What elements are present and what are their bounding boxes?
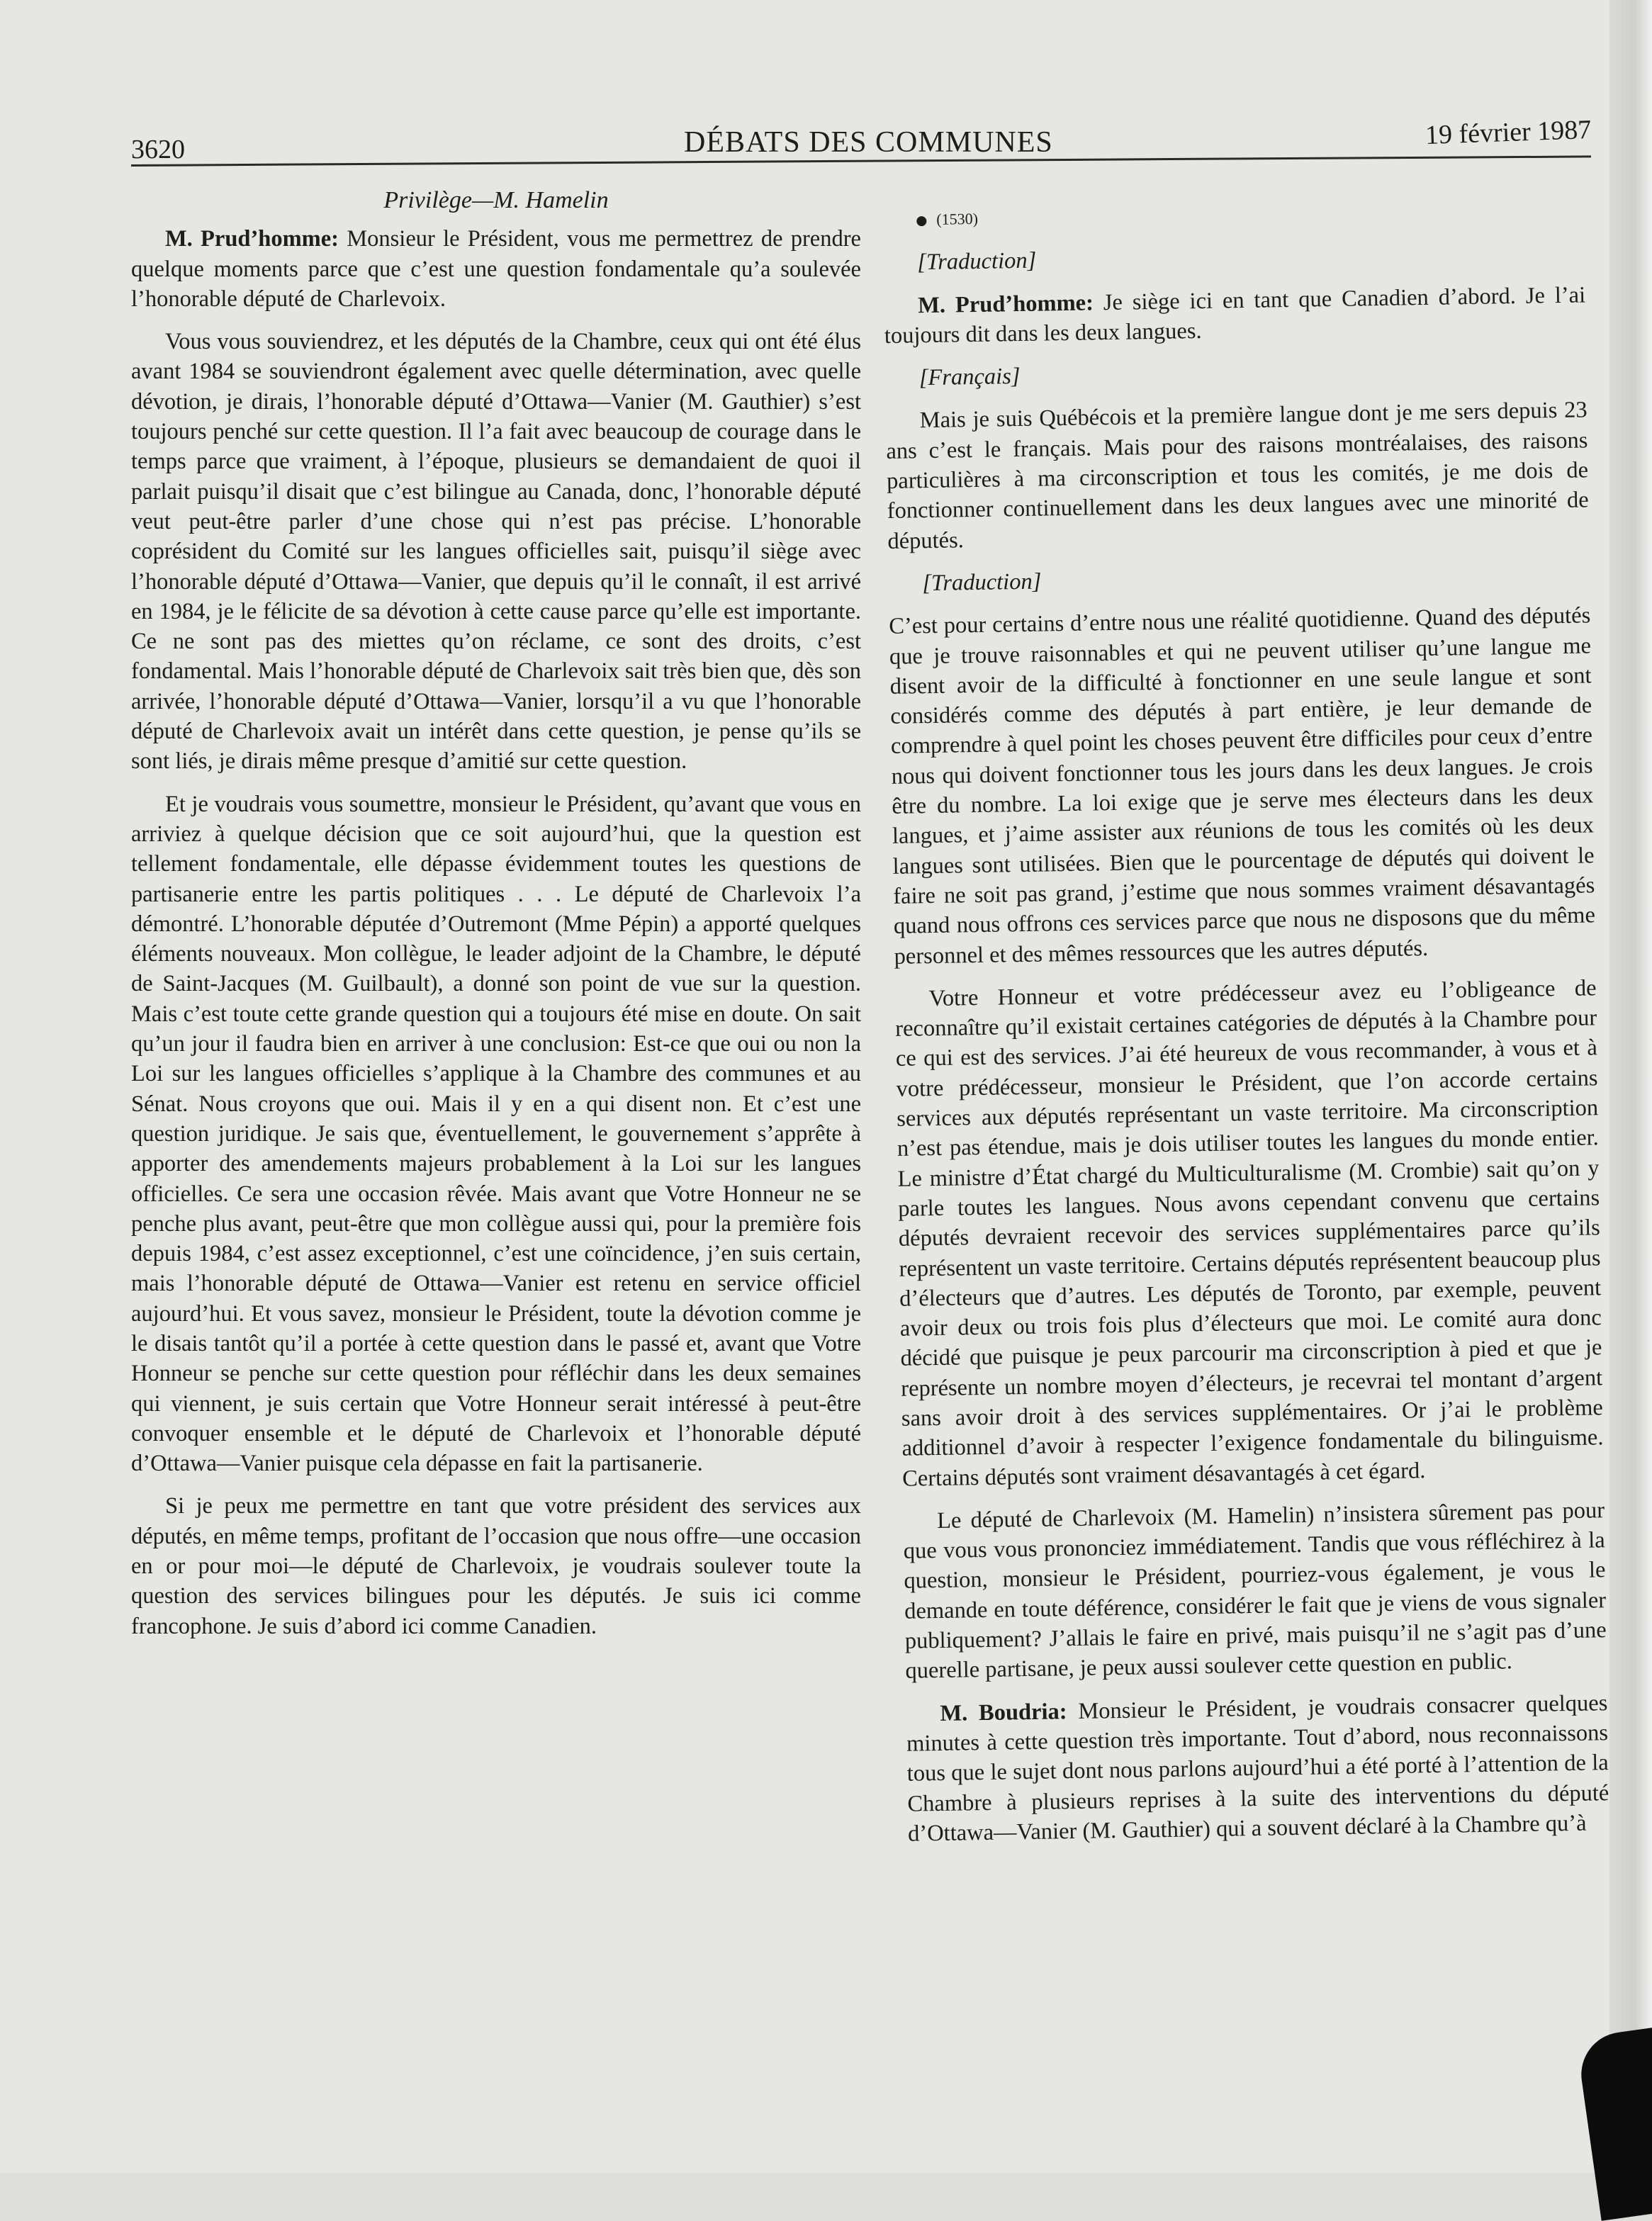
paragraph-text: Monsieur le Président, je voudrais consacrer quelques minutes à cette question très importante. Tout d’abord, nous reconnaissons tous que le sujet dont nous parlons aujourd’hui a été porté à l’attention de la Chambre à plusieurs reprises à la suite des interventions du député d’Ottawa—Vanier (M. Gauthier) qui a souvent déclaré à la Chambre qu’à <box>906 1689 1609 1847</box>
page-edge <box>1609 0 1652 2173</box>
time-marker-text: (1530) <box>936 209 979 228</box>
paragraph: C’est pour certains d’entre nous une réalité quotidienne. Quand des députés que je trouve raisonnables et qui ne peuvent utiliser qu’une langue me disent avoir de la difficulté à fonctionner en une seule langue et sont considérés comme des députés à part entière, je leur demande de comprendre à quel point les choses peuvent être difficiles pour ceux d’entre nous qui doivent fonctionner tous les jours dans les deux langues. Je crois être du nombre. La loi exige que je serve mes électeurs dans les deux langues, et j’aime assister aux réunions de tous les comités où les deux langues sont utilisées. Bien que le pourcentage de députés qui doivent le faire ne soit pas grand, j’estime que nous sommes vraiment désavantagés quand nous offrons ces services parce que nous ne disposons que du même personnel et des mêmes ressources que les autres députés. <box>889 602 1596 969</box>
paragraph: Si je peux me permettre en tant que votre président des services aux députés, en même temps, profitant de l’occasion que nous offre—une occasion en or pour moi—le député de Charlevoix, je voudrais soulever toute la question des services bilingues pour les députés. Je suis ici comme francophone. Je suis d’abord ici comme Canadien. <box>131 1493 861 1639</box>
paragraph: Votre Honneur et votre prédécesseur avez eu l’obligeance de reconnaître qu’il existait certaines catégories de députés à la Chambre pour ce qui est des services. J’ai été heureux de vous recommander, à vous et à votre prédécesseur, monsieur le Président, que l’on accorde certains services aux députés représentant un vaste territoire. Ma circonscription n’est pas étendue, mais je dois utiliser toutes les langues du monde entier. Le ministre d’État chargé du Multiculturalisme (M. Crombie) sait qu’on y parle toutes les langues. Nous avons cependant convenu que certains députés devraient recevoir des services supplémentaires parce qu’ils représentent un vaste territoire. Certains députés représentent beaucoup plus d’électeurs que d’autres. Les députés de Toronto, par exemple, peuvent avoir deux ou trois fois plus d’électeurs que moi. Le comité aura donc décidé que puisque je peux parcourir ma circonscription à pied et que je représente un nombre moyen d’électeurs, je recevrai tel montant d’argent sans avoir droit à des services supplémentaires. Or j’ai le problème additionnel d’avoir à respecter l’exigence fondamentale du bilinguisme. Certains députés sont vraiment désavantagés à cet égard. <box>894 975 1604 1492</box>
publication-title: DÉBATS DES COMMUNES <box>684 126 1053 159</box>
page-number: 3620 <box>131 135 185 164</box>
left-column <box>131 186 861 1654</box>
paragraph: Le député de Charlevoix (M. Hamelin) n’insistera sûrement pas pour que vous vous prononciez immédiatement. Tandis que vous réfléchirez à la question, monsieur le Président, pourriez-vous également, je vous le demande en toute déférence, considérer le fait que je viens de vous signaler publiquement? J’allais le faire en privé, mais puisqu’il ne s’agit pas d’une querelle partisane, je peux aussi soulever cette question en public. <box>903 1497 1607 1685</box>
paragraph <box>906 1688 1609 1849</box>
issue-date: 19 février 1987 <box>1425 114 1592 151</box>
language-tag: [Français] <box>918 364 1021 391</box>
right-column <box>882 194 1610 1861</box>
speaker-name: M. Prud’homme: <box>165 226 339 252</box>
paragraph <box>884 280 1586 351</box>
language-tag: [Traduction] <box>922 568 1042 597</box>
paragraph-text: Monsieur le Président, vous me permettrez de prendre quelque moments parce que c’est une question fondamentale qu’a soulevée l’honorable député de Charlevoix. <box>131 226 861 312</box>
paragraph: Et je voudrais vous soumettre, monsieur le Président, qu’avant que vous en arriviez à quelque décision que ce soit aujourd’hui, que la question est tellement fondamentale, elle dépasse évidemment toutes les questions de partisanerie entre les partis politiques . . . Le député de Charlevoix l’a démontré. L’honorable députée d’Outremont (Mme Pépin) a apporté quelques éléments nouveaux. Mon collègue, le leader adjoint de la Chambre, le député de Saint-Jacques (M. Guilbault), a donné son point de vue sur la question. Mais c’est toute cette grande question qui a toujours été mise en doute. On sait qu’un jour il faudra bien en arriver à une conclusion: Est-ce que oui ou non la Loi sur les langues officielles s’applique à la Chambre des communes et au Sénat. Nous croyons que oui. Mais il y en a qui disent non. Et c’est une question juridique. Je sais que, éventuellement, le gouvernement s’apprête à apporter des amendements majeurs probablement à la Loi sur les langues officielles. Ce sera une occasion rêvée. Mais avant que Votre Honneur ne se penche plus avant, peut-être que mon collègue aussi qui, pour la première fois depuis 1984, c’est assez exceptionnel, c’est une coïncidence, j’en suis certain, mais l’honorable député de Ottawa—Vanier est retenu en service officiel aujourd’hui. Et vous savez, monsieur le Président, toute la dévotion comme je le disais tantôt qu’il a portée à cette question dans le passé et, avant que Votre Honneur se penche sur cette question pour réfléchir dans les deux semaines qui viennent, je suis certain que Votre Honneur serait intéressé à peut-être convoquer ensemble et le député de Charlevoix et l’honorable député d’Ottawa—Vanier puisque cela dépasse en fait la partisanerie. <box>131 791 861 1477</box>
binding-shadow <box>1576 2025 1652 2221</box>
language-tag: [Traduction] <box>916 247 1037 276</box>
paragraph: Mais je suis Québécois et la première langue dont je me sers depuis 23 ans c’est le français. Mais pour des raisons montréalaises, des raisons particulières à ma circonscription et tous les comités, je me dois de fonctionner continuellement dans les deux langues avec une minorité de députés. <box>886 397 1589 554</box>
bullet-icon <box>916 216 926 226</box>
section-title: Privilège—M. Hamelin <box>383 187 609 213</box>
running-header <box>131 114 1592 167</box>
paragraph: Vous vous souviendrez, et les députés de la Chambre, ceux qui ont été élus avant 1984 se souviendront également avec quelle détermination, avec quelle dévotion, je dirais, l’honorable député d’Ottawa—Vanier (M. Gauthier) s’est toujours penché sur cette question. Il l’a fait avec beaucoup de courage dans le temps parce que vraiment, à l’époque, plusieurs se demandaient de quoi il parlait puisqu’il disait que c’est bilingue au Canada, donc, l’honorable député veut peut-être parler d’une chose qui n’est pas précise. L’honorable coprésident du Comité sur les langues officielles sait, puisqu’il siège avec l’honorable député d’Ottawa—Vanier, que depuis qu’il le connaît, il est arrivé en 1984, je le félicite de sa dévotion à cette cause parce qu’elle est importante. Ce ne sont pas des miettes qu’on réclame, ce sont des droits, c’est fondamental. Mais l’honorable député de Charlevoix sait très bien que, dès son arrivée, l’honorable député d’Ottawa—Vanier, lorsqu’il a vu que l’honorable député de Charlevoix avait un intérêt dans cette question, je pense qu’ils se sont liés, je dirais même presque d’amitié sur cette question. <box>131 329 861 775</box>
time-marker <box>882 194 1585 235</box>
speaker-name: M. Prud’homme: <box>917 289 1094 318</box>
paragraph <box>131 224 861 314</box>
paragraph-text: Je siège ici en tant que Canadien d’abord. Je l’ai toujours dit dans les deux langues. <box>884 282 1586 349</box>
speaker-name: M. Boudria: <box>940 1698 1067 1726</box>
